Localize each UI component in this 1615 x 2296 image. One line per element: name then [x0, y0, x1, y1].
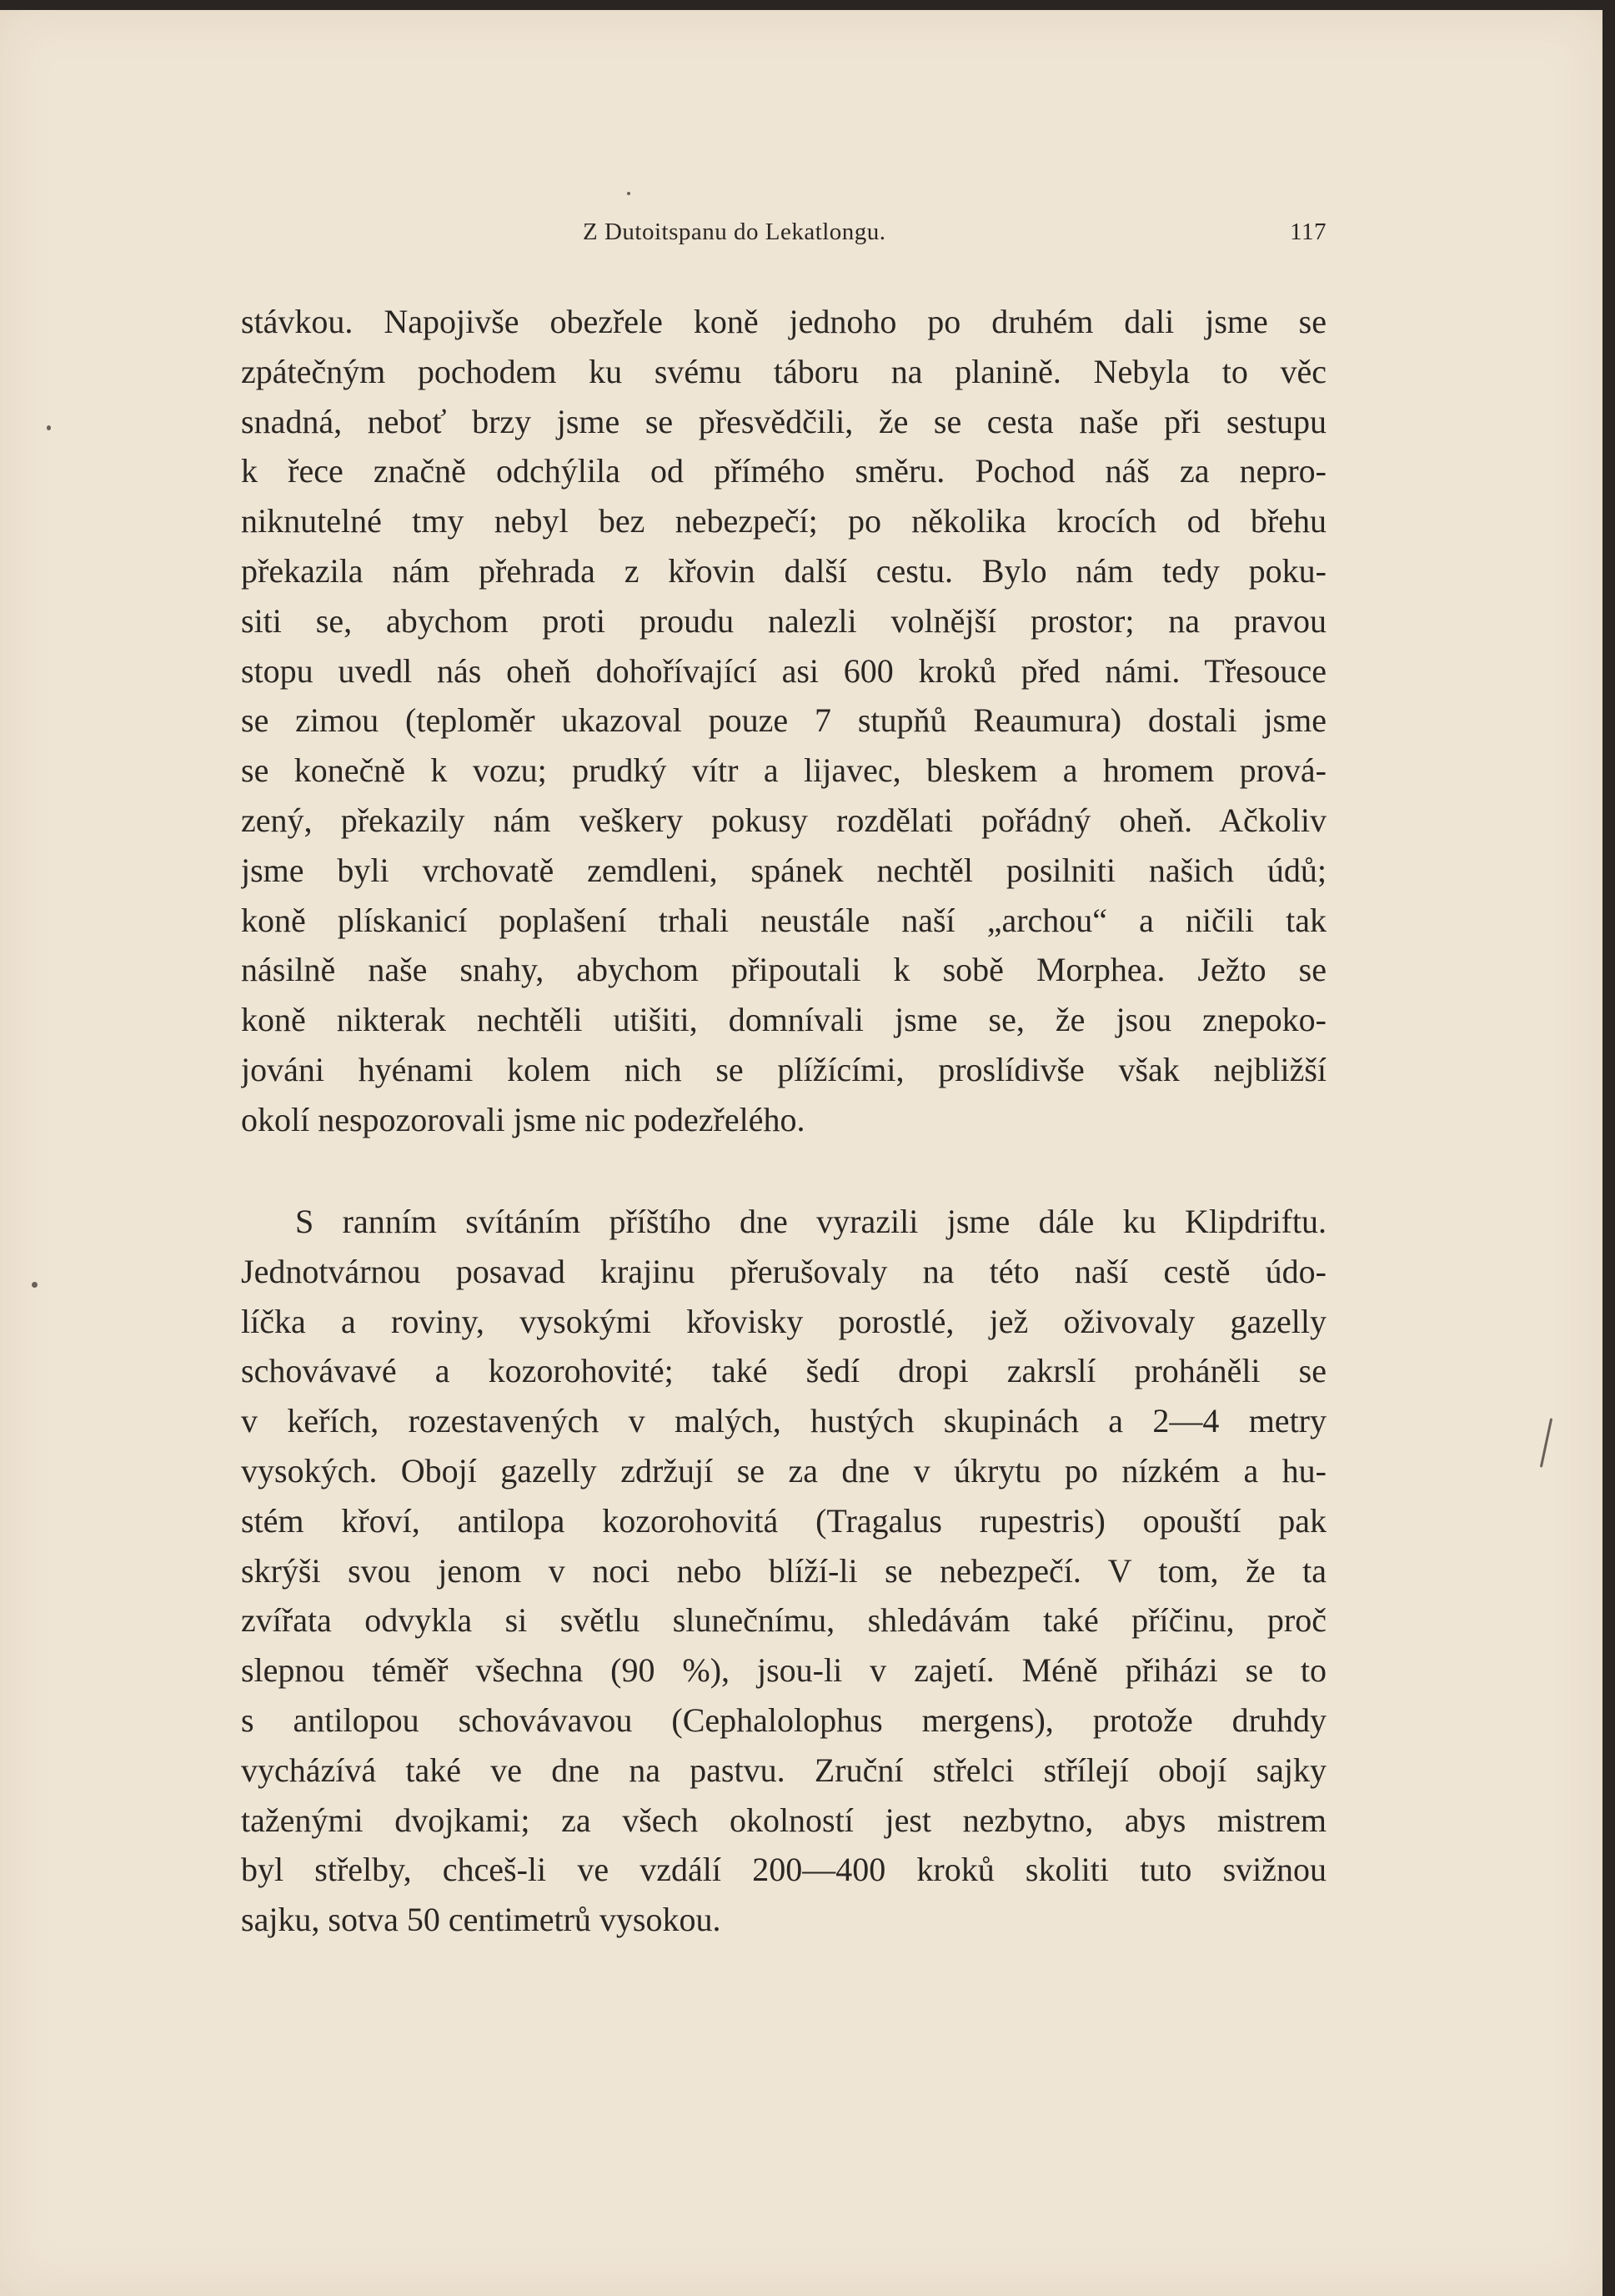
- text-line: siti se, abychom proti proudu nalezli volnější prostor; na pravou: [241, 601, 1327, 640]
- text-line: zpátečným pochodem ku svému táboru na planině. Nebyla to věc: [241, 352, 1327, 390]
- text-line: se zimou (teploměr ukazoval pouze 7 stupňů Reaumura) dostali jsme: [241, 701, 1327, 740]
- text-line: líčka a roviny, vysokými křovisky porostlé, jež oživovaly gazelly: [241, 1302, 1327, 1340]
- text-line: vysokých. Obojí gazelly zdržují se za dne v úkrytu po nízkém a hu-: [241, 1451, 1327, 1490]
- text-line: násilně naše snahy, abychom připoutali k sobě Morphea. Ježto se: [241, 951, 1327, 989]
- text-line: slepnou téměř všechna (90 %), jsou-li v zajetí. Méně přiházi se to: [241, 1651, 1327, 1690]
- text-line: jováni hyénami kolem nich se plížícími, proslídivše však nejbližší: [241, 1050, 1327, 1088]
- text-line: byl střelby, chceš-li ve vzdálí 200—400 kroků skoliti tuto svižnou: [241, 1851, 1327, 1889]
- text-line: stém křoví, antilopa kozorohovitá (Tragalus rupestris) opouští pak: [241, 1501, 1327, 1540]
- text-line: zený, překazily nám veškery pokusy rozdělati pořádný oheň. Ačkoliv: [241, 801, 1327, 839]
- text-line: se konečně k vozu; prudký vítr a lijavec, bleskem a hromem prová-: [241, 751, 1327, 790]
- scan-top-edge: [0, 0, 1615, 10]
- text-line: překazila nám přehrada z křovin další cestu. Bylo nám tedy poku-: [241, 551, 1327, 590]
- text-line: k řece značně odchýlila od přímého směru. Pochod náš za nepro-: [241, 452, 1327, 490]
- running-header: [241, 219, 1327, 252]
- text-line: vycházívá také ve dne na pastvu. Zruční střelci střílejí obojí sajky: [241, 1751, 1327, 1789]
- text-line: schovávavé a kozorohovité; také šedí dropi zakrslí proháněli se: [241, 1352, 1327, 1390]
- text-line: koně plískanicí poplašení trhali neustále naší „archou“ a ničili tak: [241, 901, 1327, 939]
- text-line: v keřích, rozestavených v malých, hustých skupinách a 2—4 metry: [241, 1402, 1327, 1440]
- text-line: stávkou. Napojivše obezřele koně jednoho po druhém dali jsme se: [241, 303, 1327, 340]
- text-line: koně nikterak nechtěli utišiti, domnívali jsme se, že jsou znepoko-: [241, 1001, 1327, 1039]
- running-title: Z Dutoitspanu do Lekatlongu.: [583, 219, 886, 245]
- scan-right-edge: [1602, 0, 1615, 2296]
- text-line: snadná, neboť brzy jsme se přesvědčili, že se cesta naše při sestupu: [241, 402, 1327, 440]
- page-number: 117: [1290, 219, 1327, 245]
- text-line: okolí nespozorovali jsme nic podezřelého.: [241, 1100, 805, 1138]
- paragraph-2: [241, 1197, 1327, 1945]
- text-line: niknutelné tmy nebyl bez nebezpečí; po několika krocích od břehu: [241, 502, 1327, 540]
- text-line: taženými dvojkami; za všech okolností jest nezbytno, abys mistrem: [241, 1801, 1327, 1839]
- paragraph-1: [241, 297, 1327, 1145]
- text-line: sajku, sotva 50 centimetrů vysokou.: [241, 1901, 721, 1939]
- text-line: skrýši svou jenom v noci nebo blíží-li se nebezpečí. V tom, že ta: [241, 1551, 1327, 1590]
- text-line: zvířata odvykla si světlu slunečnímu, shledávám také příčinu, proč: [241, 1601, 1327, 1640]
- text-line: s antilopou schovávavou (Cephalolophus mergens), protože druhdy: [241, 1701, 1327, 1739]
- text-line: jsme byli vrchovatě zemdleni, spánek nechtěl posilniti našich údů;: [241, 851, 1327, 889]
- paper-speck: [627, 192, 630, 195]
- text-line: Jednotvárnou posavad krajinu přerušovaly na této naší cestě údo-: [241, 1252, 1327, 1290]
- text-line: S ranním svítáním příštího dne vyrazili jsme dále ku Klipdriftu.: [295, 1203, 1327, 1240]
- paper-speck: [32, 1282, 38, 1288]
- paper-speck: [47, 425, 51, 430]
- text-line: stopu uvedl nás oheň dohořívající asi 600 kroků před námi. Třesouce: [241, 651, 1327, 690]
